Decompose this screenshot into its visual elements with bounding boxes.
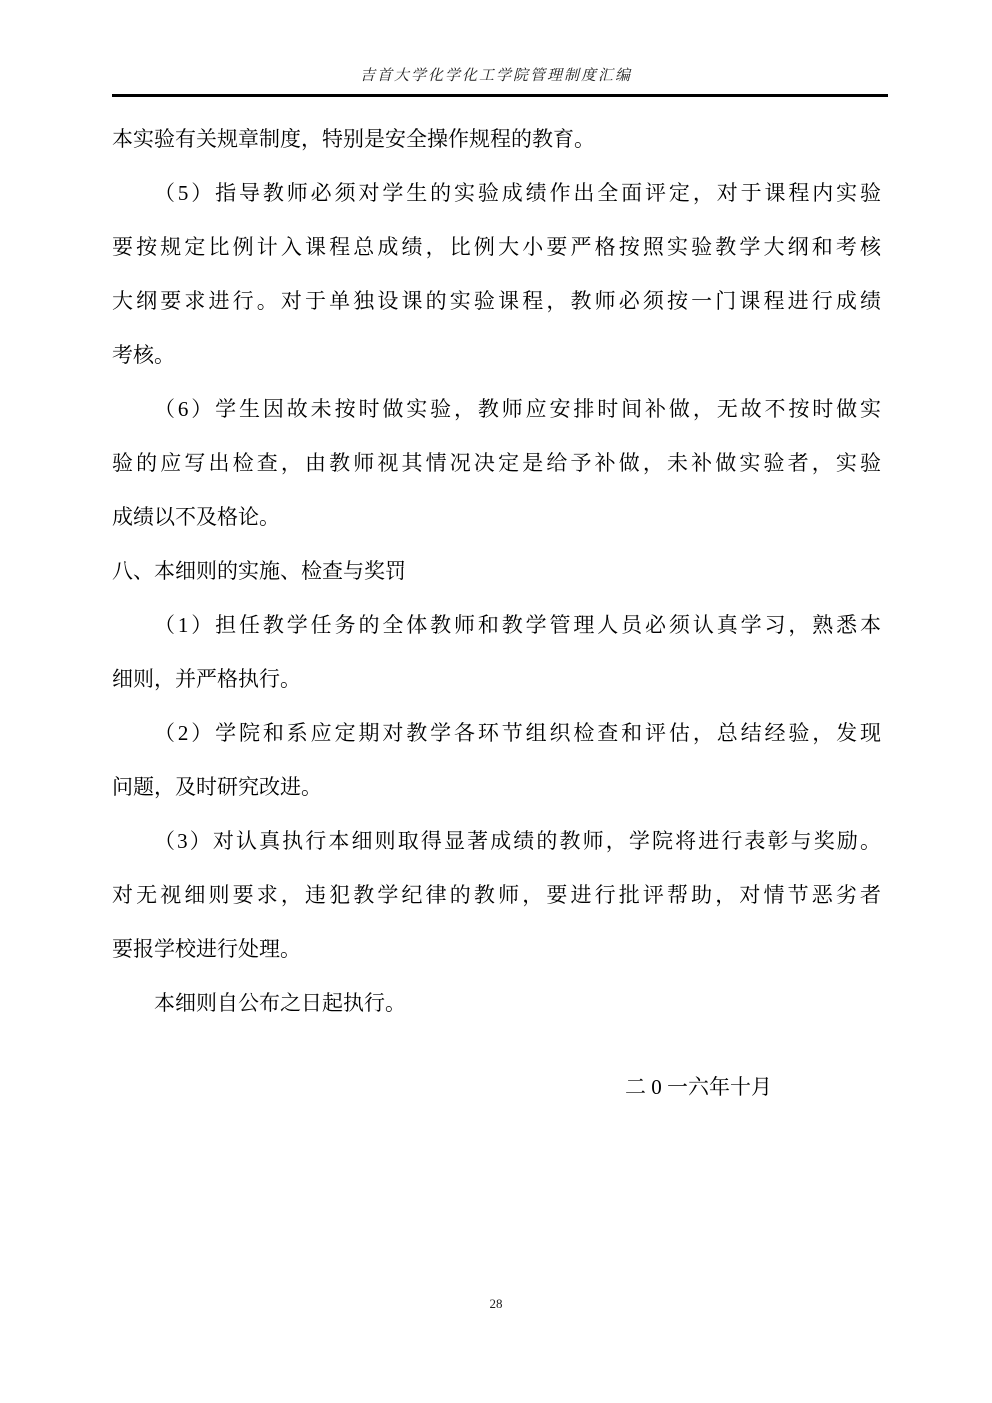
text-line: （5）指导教师必须对学生的实验成绩作出全面评定，对于课程内实验 xyxy=(154,181,881,205)
text-line: 本实验有关规章制度，特别是安全操作规程的教育。 xyxy=(112,127,595,151)
text-line: 大纲要求进行。对于单独设课的实验课程，教师必须按一门课程进行成绩 xyxy=(112,289,881,313)
text-line: 要报学校进行处理。 xyxy=(112,937,301,961)
text-line: 细则，并严格执行。 xyxy=(112,667,301,691)
text-line: （2）学院和系应定期对教学各环节组织检查和评估，总结经验，发现 xyxy=(154,721,881,745)
header-title: 吉首大学化学化工学院管理制度汇编 xyxy=(359,68,632,84)
text-line: 对无视细则要求，违犯教学纪律的教师，要进行批评帮助，对情节恶劣者 xyxy=(112,883,881,907)
text-line: 八、本细则的实施、检查与奖罚 xyxy=(112,559,406,583)
header-rule xyxy=(112,94,888,97)
text-line: （3）对认真执行本细则取得显著成绩的教师，学院将进行表彰与奖励。 xyxy=(154,829,881,853)
text-line: 要按规定比例计入课程总成绩，比例大小要严格按照实验教学大纲和考核 xyxy=(112,235,881,259)
date-line: 二 0 一六年十月 xyxy=(625,1075,772,1099)
text-line: （6）学生因故未按时做实验，教师应安排时间补做，无故不按时做实 xyxy=(154,397,881,421)
text-line: 成绩以不及格论。 xyxy=(112,505,280,529)
document-body xyxy=(112,112,881,1114)
page-number: 28 xyxy=(489,1296,503,1311)
text-line: 问题，及时研究改进。 xyxy=(112,775,322,799)
text-line: 验的应写出检查，由教师视其情况决定是给予补做，未补做实验者，实验 xyxy=(112,451,881,475)
text-line: 本细则自公布之日起执行。 xyxy=(154,991,406,1015)
text-line: 考核。 xyxy=(112,343,175,367)
text-line: （1）担任教学任务的全体教师和教学管理人员必须认真学习，熟悉本 xyxy=(154,613,881,637)
text-lines xyxy=(112,112,881,1030)
